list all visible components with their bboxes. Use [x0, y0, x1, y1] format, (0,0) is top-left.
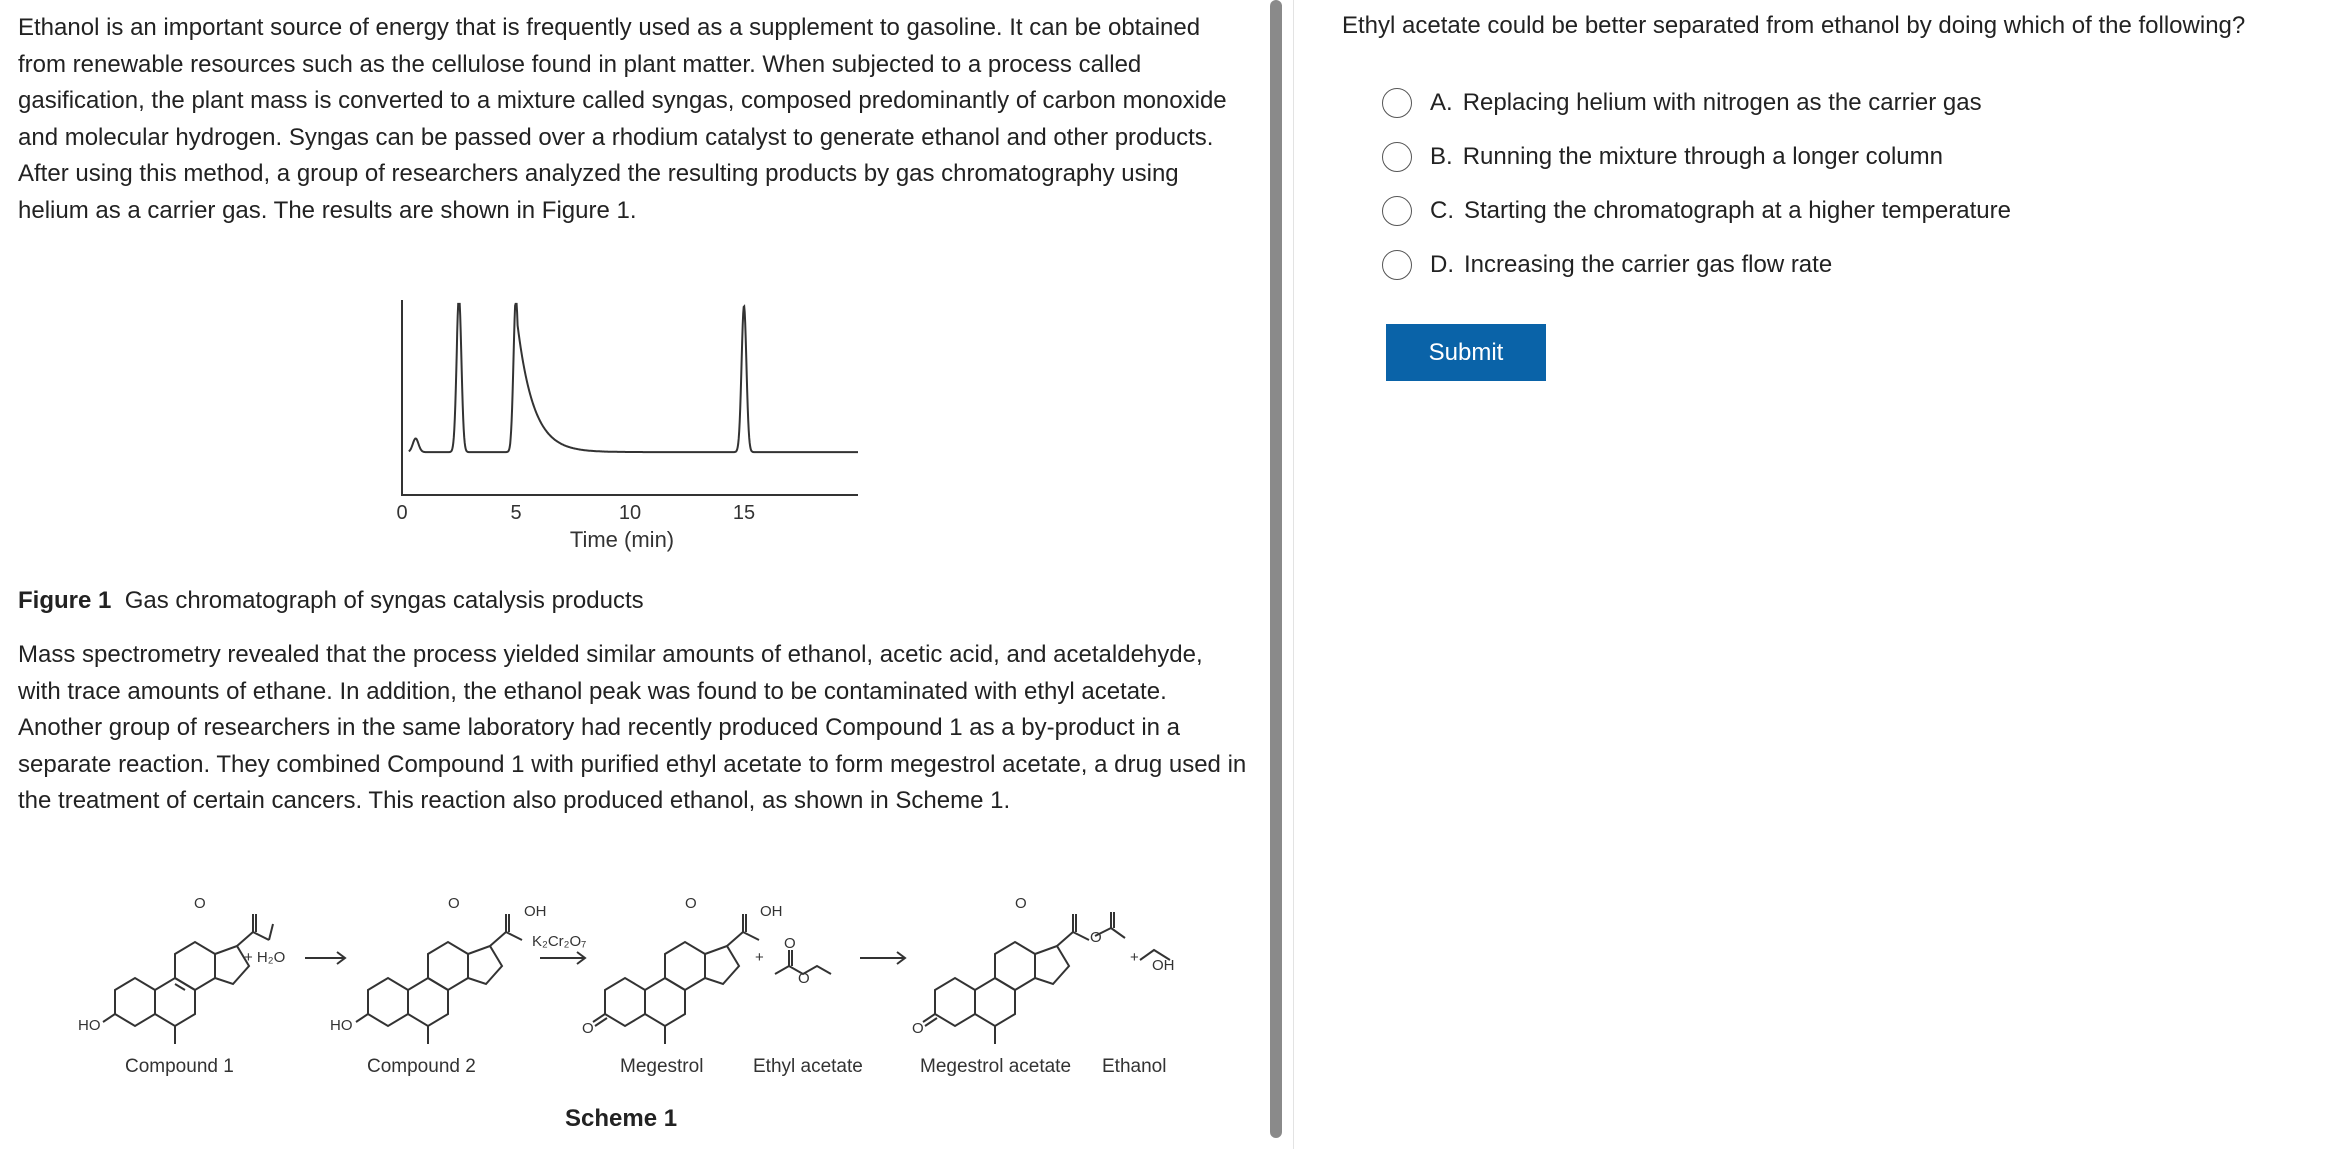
option-c-letter: C. [1430, 197, 1454, 224]
plus-sign-2: + [1130, 949, 1139, 966]
option-c-radio[interactable] [1382, 196, 1412, 226]
megestrol-acetate-o-ester: O [1090, 929, 1102, 946]
figure-label: Figure 1 [18, 587, 112, 614]
compound-2-structure [356, 914, 522, 1044]
plus-water: + H₂O [244, 949, 286, 966]
submit-button[interactable]: Submit [1386, 324, 1546, 381]
label-megestrol-acetate: Megestrol acetate [920, 1056, 1072, 1077]
x-tick-label-15: 15 [732, 502, 756, 524]
option-b-letter: B. [1430, 143, 1453, 170]
scheme-1-reaction [60, 870, 1210, 1100]
chromatogram-trace [409, 304, 858, 452]
passage-paragraph-2: Mass spectrometry revealed that the process yielded similar amounts of ethanol, acetic acid, and acetaldehyde, with trace amounts of ethane. In addition, the ethanol peak was found to be contaminated with ethyl acetate. Another group of researchers in the same laboratory had recently produced Compound 1 as a by-product in a separate reaction. They combined Compound 1 with purified ethyl acetate to form megestrol acetate, a drug used in the treatment of certain cancers. This reaction also produced ethanol, as shown in Scheme 1. [18, 641, 1247, 814]
x-tick-label-10: 10 [618, 502, 642, 524]
option-a[interactable] [1382, 83, 1982, 123]
option-c-text: Starting the chromatograph at a higher temperature [1464, 197, 2011, 224]
compound-1-o: O [194, 895, 206, 912]
option-a-text: Replacing helium with nitrogen as the carrier gas [1462, 89, 1982, 116]
plus-sign-1: + [755, 949, 764, 966]
pane-border [1293, 0, 1294, 1149]
reagent-k2cr2o7: K₂Cr₂O₇ [532, 933, 587, 950]
label-megestrol: Megestrol [620, 1056, 704, 1077]
figure-caption [18, 587, 644, 615]
compound-2-oh: OH [524, 903, 547, 920]
option-b[interactable] [1382, 137, 1943, 177]
label-compound-1: Compound 1 [125, 1056, 234, 1077]
label-ethanol: Ethanol [1102, 1056, 1167, 1077]
megestrol-oh: OH [760, 903, 783, 920]
megestrol-acetate-o-left: O [912, 1020, 924, 1037]
megestrol-structure [593, 914, 759, 1044]
question-pane [1342, 0, 2322, 1149]
label-compound-2: Compound 2 [367, 1056, 476, 1077]
compound-1-structure [103, 914, 273, 1044]
option-b-radio[interactable] [1382, 142, 1412, 172]
question-stem: Ethyl acetate could be better separated from ethanol by doing which of the following? [1342, 12, 2246, 39]
x-axis-label: Time (min) [569, 527, 675, 552]
figure-caption-text: Gas chromatograph of syngas catalysis products [124, 587, 644, 614]
label-ethyl-acetate: Ethyl acetate [753, 1056, 863, 1077]
option-a-letter: A. [1430, 89, 1453, 116]
compound-2-ho: HO [330, 1017, 353, 1034]
option-b-text: Running the mixture through a longer column [1462, 143, 1943, 170]
ethyl-acetate-o-top: O [784, 935, 796, 952]
ethanol-oh: OH [1152, 957, 1175, 974]
compound-2-o: O [448, 895, 460, 912]
ethyl-acetate-o-ester: O [798, 970, 810, 987]
x-tick-label-5: 5 [510, 502, 522, 524]
pane-divider-scrollbar[interactable] [1270, 0, 1282, 1138]
compound-1-ho: HO [78, 1017, 101, 1034]
megestrol-o-left: O [582, 1020, 594, 1037]
option-c[interactable] [1382, 191, 2011, 231]
option-a-radio[interactable] [1382, 88, 1412, 118]
option-d-text: Increasing the carrier gas flow rate [1464, 251, 1833, 278]
option-d-radio[interactable] [1382, 250, 1412, 280]
megestrol-acetate-o-top: O [1015, 895, 1027, 912]
chromatogram-chart [380, 290, 880, 570]
x-tick-label-0: 0 [396, 502, 408, 524]
option-d-letter: D. [1430, 251, 1454, 278]
megestrol-o-top: O [685, 895, 697, 912]
option-d[interactable] [1382, 245, 1832, 285]
scheme-title: Scheme 1 [565, 1105, 678, 1132]
passage-paragraph-1: Ethanol is an important source of energy that is frequently used as a supplement to gasoline. It can be obtained from renewable resources such as the cellulose found in plant matter. When subjected to a process called gasification, the plant mass is converted to a mixture called syngas, composed predominantly of carbon monoxide and molecular hydrogen. Syngas can be passed over a rhodium catalyst to generate ethanol and other products. After using this method, a group of researchers analyzed the resulting products by gas chromatography using helium as a carrier gas. The results are shown in Figure 1. [18, 14, 1227, 224]
